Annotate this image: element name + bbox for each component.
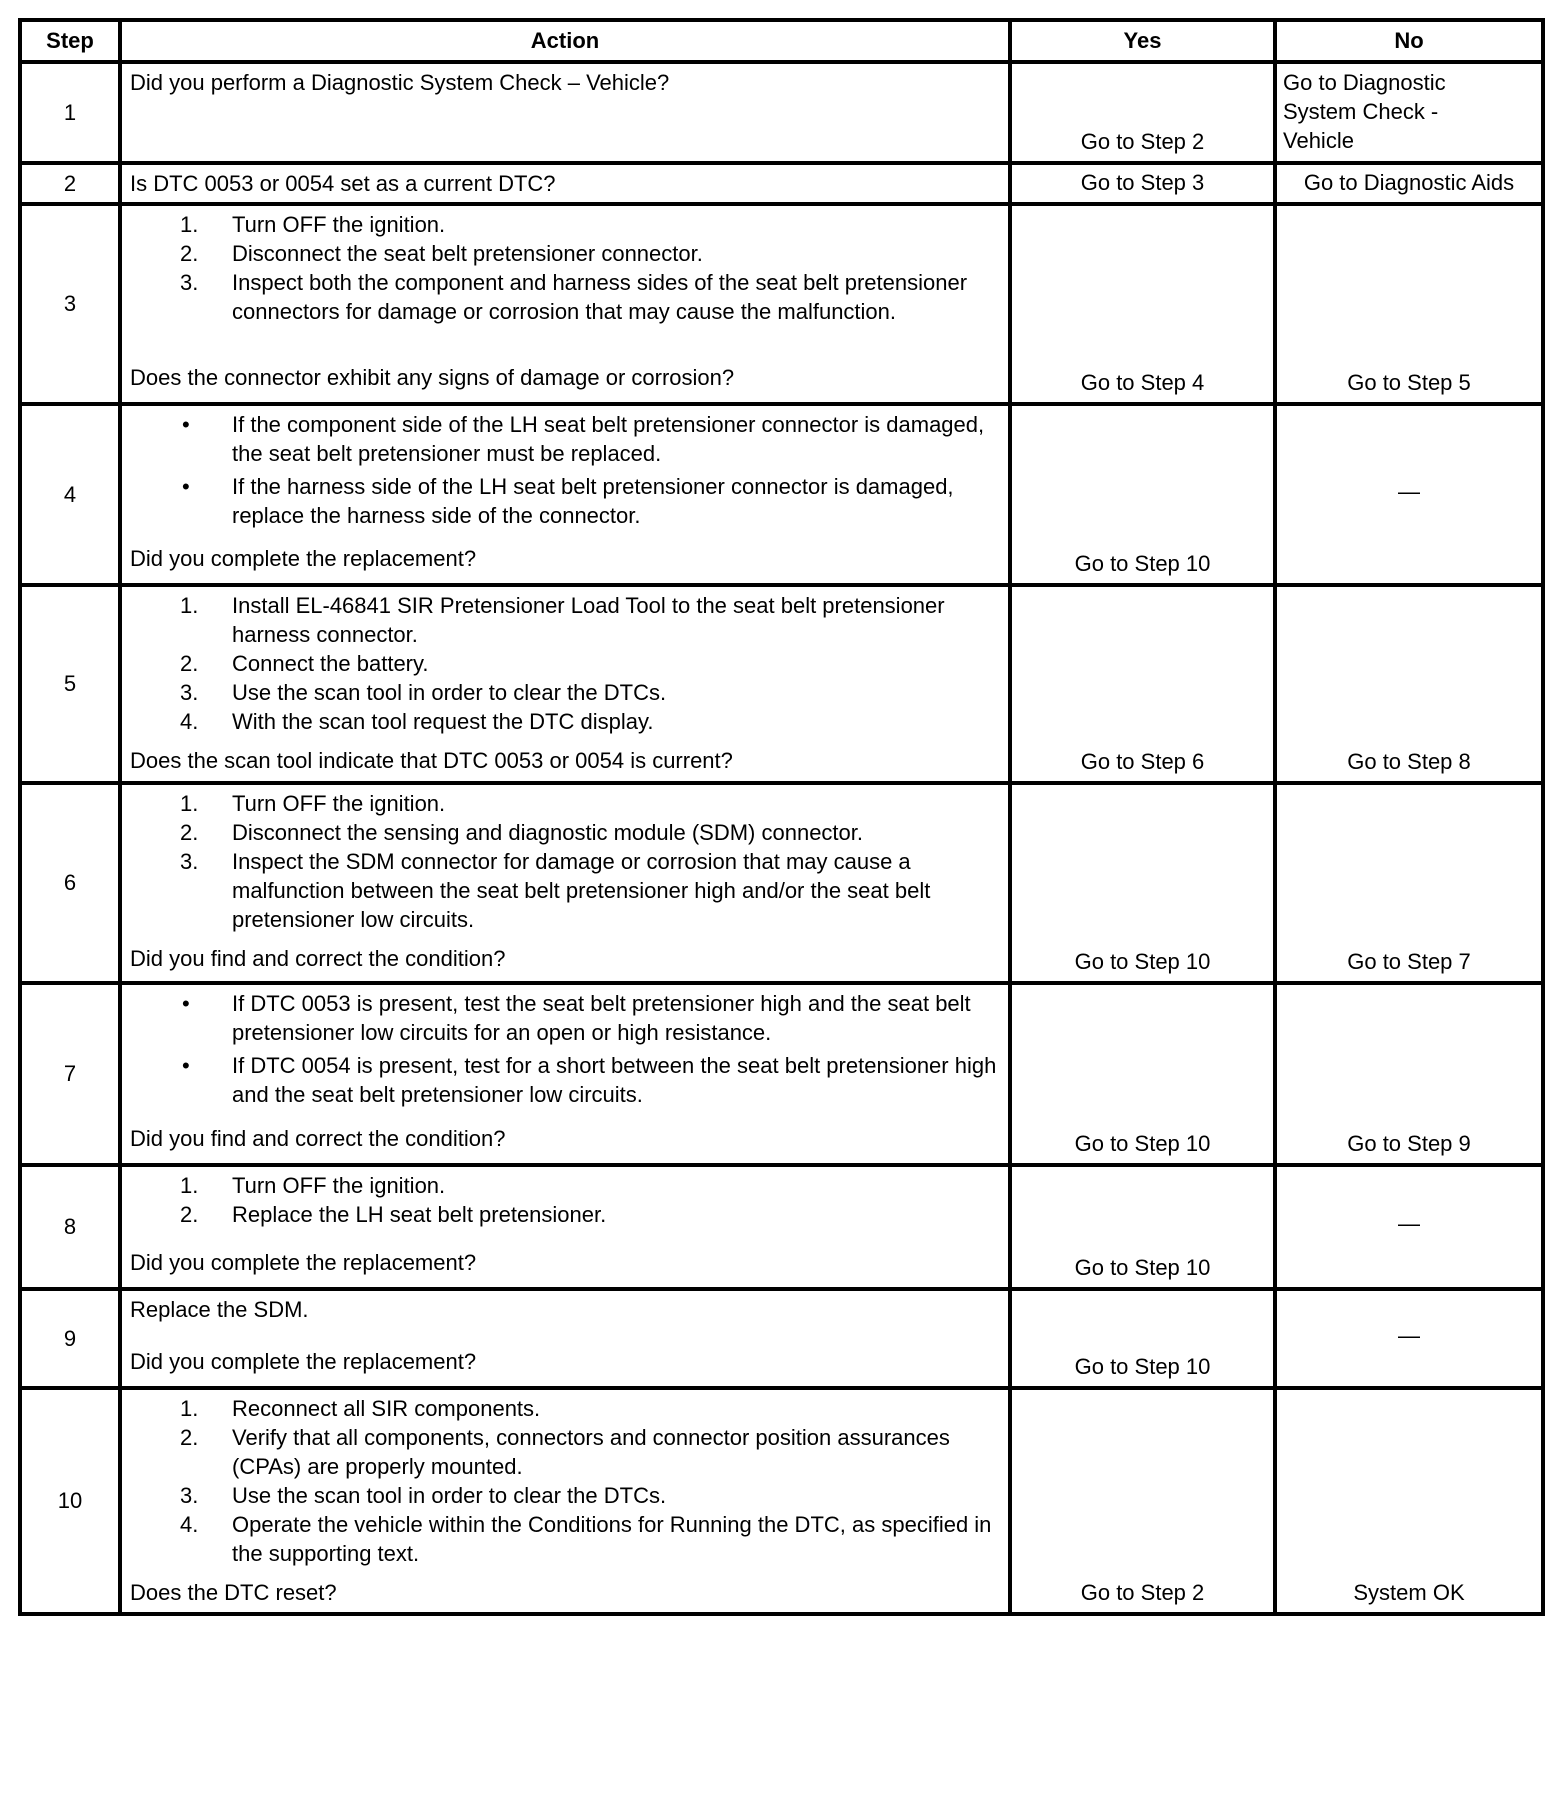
yes-result: Go to Step 3 (1010, 163, 1275, 204)
list-item-text: Turn OFF the ignition. (232, 791, 446, 816)
list-item (130, 1051, 1002, 1109)
no-result-line: Go to Diagnostic (1283, 70, 1446, 95)
list-number: 1. (180, 1173, 199, 1198)
action-list (130, 789, 1002, 934)
table-row (20, 585, 1543, 783)
step-number: 4 (20, 404, 120, 585)
list-item-text: If DTC 0054 is present, test for a short between the seat belt pretensioner high and the seat belt pretensioner low circuits. (232, 1053, 997, 1107)
action-list (130, 989, 1002, 1109)
action-list (130, 1171, 1002, 1229)
step-number: 10 (20, 1388, 120, 1614)
no-result: Go to Step 5 (1275, 204, 1543, 404)
action-list (130, 591, 1002, 736)
list-number: 2. (180, 820, 199, 845)
list-item (130, 847, 1002, 934)
action-cell (120, 1289, 1010, 1388)
no-result-line: Vehicle (1283, 128, 1354, 153)
action-cell (120, 62, 1010, 163)
action-question: Does the scan tool indicate that DTC 0053 or 0054 is current? (130, 748, 733, 773)
list-item-text: Operate the vehicle within the Conditions for Running the DTC, as specified in the supporting text. (232, 1512, 992, 1566)
list-item (130, 410, 1002, 468)
list-item-text: Connect the battery. (232, 651, 429, 676)
list-item-text: If DTC 0053 is present, test the seat belt pretensioner high and the seat belt pretensioner low circuits for an open or high resistance. (232, 991, 971, 1045)
yes-result: Go to Step 2 (1010, 1388, 1275, 1614)
list-number: 1. (180, 593, 199, 618)
list-item (130, 789, 1002, 818)
yes-result: Go to Step 10 (1010, 1289, 1275, 1388)
table-row (20, 204, 1543, 404)
list-item (130, 1481, 1002, 1510)
list-item-text: Verify that all components, connectors and connector position assurances (CPAs) are properly mounted. (232, 1425, 950, 1479)
list-number: 1. (180, 1396, 199, 1421)
list-number: 2. (180, 651, 199, 676)
list-item-text: Use the scan tool in order to clear the DTCs. (232, 680, 667, 705)
step-number: 2 (20, 163, 120, 204)
list-item (130, 1510, 1002, 1568)
step-number: 7 (20, 983, 120, 1165)
no-result: — (1275, 1289, 1543, 1388)
action-question: Did you complete the replacement? (130, 1349, 477, 1374)
list-number: 2. (180, 1425, 199, 1450)
list-item-text: With the scan tool request the DTC display. (232, 709, 654, 734)
list-item (130, 1200, 1002, 1229)
list-number: 3. (180, 849, 199, 874)
action-cell (120, 404, 1010, 585)
no-result-line: System Check - (1283, 99, 1439, 124)
list-number: 3. (180, 270, 199, 295)
list-item (130, 707, 1002, 736)
list-item (130, 591, 1002, 649)
list-number: 3. (180, 1483, 199, 1508)
yes-result: Go to Step 10 (1010, 1165, 1275, 1289)
action-text: Replace the SDM. (130, 1297, 309, 1322)
list-item-text: If the component side of the LH seat belt pretensioner connector is damaged, the seat belt pretensioner must be replaced. (232, 412, 985, 466)
action-text: Is DTC 0053 or 0054 set as a current DTC? (130, 171, 556, 196)
yes-result: Go to Step 4 (1010, 204, 1275, 404)
list-item-text: Inspect both the component and harness sides of the seat belt pretensioner connectors for damage or corrosion that may cause the malfunction. (232, 270, 968, 324)
table-row (20, 404, 1543, 585)
yes-result: Go to Step 2 (1010, 62, 1275, 163)
diagnostic-table (18, 18, 1545, 1616)
yes-result: Go to Step 6 (1010, 585, 1275, 783)
table-row (20, 1388, 1543, 1614)
list-item-text: Turn OFF the ignition. (232, 212, 446, 237)
table-row (20, 783, 1543, 983)
no-result (1275, 62, 1543, 163)
list-item-text: Inspect the SDM connector for damage or corrosion that may cause a malfunction between the seat belt pretensioner high and/or the seat belt pretensioner low circuits. (232, 849, 931, 932)
list-number: 1. (180, 212, 199, 237)
list-item (130, 1171, 1002, 1200)
step-number: 8 (20, 1165, 120, 1289)
table-row (20, 983, 1543, 1165)
no-result: Go to Diagnostic Aids (1275, 163, 1543, 204)
list-item-text: Install EL-46841 SIR Pretensioner Load Tool to the seat belt pretensioner harness connector. (232, 593, 945, 647)
action-question: Did you find and correct the condition? (130, 946, 506, 971)
list-item (130, 989, 1002, 1047)
list-item-text: If the harness side of the LH seat belt pretensioner connector is damaged, replace the harness side of the connector. (232, 474, 954, 528)
bullet-marker: • (182, 991, 190, 1016)
header-action: Action (120, 20, 1010, 62)
bullet-marker: • (182, 1053, 190, 1078)
no-result: Go to Step 9 (1275, 983, 1543, 1165)
action-list (130, 1394, 1002, 1568)
list-item (130, 818, 1002, 847)
action-list (130, 210, 1002, 326)
action-question: Does the connector exhibit any signs of damage or corrosion? (130, 365, 735, 390)
list-item-text: Turn OFF the ignition. (232, 1173, 446, 1198)
action-list (130, 410, 1002, 530)
list-item (130, 649, 1002, 678)
list-item-text: Disconnect the seat belt pretensioner connector. (232, 241, 703, 266)
action-question: Did you complete the replacement? (130, 546, 477, 571)
table-row (20, 163, 1543, 204)
list-item (130, 239, 1002, 268)
list-item-text: Use the scan tool in order to clear the DTCs. (232, 1483, 667, 1508)
yes-result: Go to Step 10 (1010, 404, 1275, 585)
list-item (130, 1423, 1002, 1481)
action-cell (120, 1165, 1010, 1289)
action-cell (120, 585, 1010, 783)
action-text: Did you perform a Diagnostic System Check – Vehicle? (130, 70, 670, 95)
table-row (20, 1289, 1543, 1388)
no-result: System OK (1275, 1388, 1543, 1614)
list-number: 4. (180, 1512, 199, 1537)
bullet-marker: • (182, 412, 190, 437)
list-item-text: Replace the LH seat belt pretensioner. (232, 1202, 607, 1227)
yes-result: Go to Step 10 (1010, 983, 1275, 1165)
step-number: 3 (20, 204, 120, 404)
no-result: Go to Step 8 (1275, 585, 1543, 783)
header-yes: Yes (1010, 20, 1275, 62)
list-number: 2. (180, 1202, 199, 1227)
list-item (130, 678, 1002, 707)
list-item (130, 268, 1002, 326)
action-cell (120, 163, 1010, 204)
header-step: Step (20, 20, 120, 62)
list-number: 2. (180, 241, 199, 266)
table-row (20, 1165, 1543, 1289)
action-question: Does the DTC reset? (130, 1580, 337, 1605)
no-result: — (1275, 404, 1543, 585)
no-result: Go to Step 7 (1275, 783, 1543, 983)
table-row (20, 62, 1543, 163)
action-cell (120, 1388, 1010, 1614)
list-item (130, 210, 1002, 239)
list-item-text: Disconnect the sensing and diagnostic module (SDM) connector. (232, 820, 864, 845)
header-no: No (1275, 20, 1543, 62)
step-number: 9 (20, 1289, 120, 1388)
bullet-marker: • (182, 474, 190, 499)
yes-result: Go to Step 10 (1010, 783, 1275, 983)
list-number: 4. (180, 709, 199, 734)
list-number: 3. (180, 680, 199, 705)
list-item (130, 472, 1002, 530)
step-number: 1 (20, 62, 120, 163)
list-number: 1. (180, 791, 199, 816)
action-question: Did you find and correct the condition? (130, 1126, 506, 1151)
list-item-text: Reconnect all SIR components. (232, 1396, 541, 1421)
step-number: 6 (20, 783, 120, 983)
action-cell (120, 783, 1010, 983)
list-item (130, 1394, 1002, 1423)
action-question: Did you complete the replacement? (130, 1250, 477, 1275)
action-cell (120, 204, 1010, 404)
no-result: — (1275, 1165, 1543, 1289)
action-cell (120, 983, 1010, 1165)
header-row (20, 20, 1543, 62)
step-number: 5 (20, 585, 120, 783)
